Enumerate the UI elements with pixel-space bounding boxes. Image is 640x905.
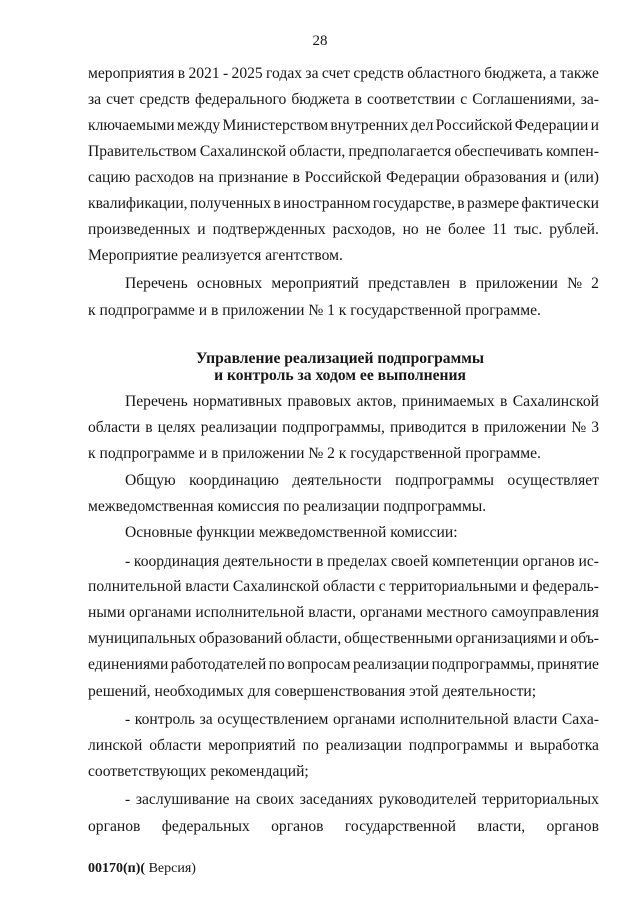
word: за [305, 65, 319, 82]
word: полученных [189, 195, 272, 212]
word: подпрограммы, [282, 419, 385, 436]
word: с [460, 91, 468, 108]
word: и [520, 578, 529, 595]
word: единениями [88, 656, 169, 673]
word: годах [266, 65, 303, 82]
text-line [88, 220, 599, 240]
word: органов [522, 553, 575, 570]
word: не [425, 221, 441, 238]
text-line [125, 274, 599, 294]
word: бюджета, [484, 65, 547, 82]
word: власти [513, 711, 558, 728]
word: соответствии [367, 91, 456, 108]
word: выработка [529, 737, 599, 754]
word: в [459, 275, 467, 292]
word: иностранном [282, 195, 371, 212]
word: работодателей [170, 656, 267, 673]
word: федеральных [161, 818, 250, 835]
word: организациями [455, 630, 557, 647]
word: (или) [564, 169, 599, 186]
word: в [177, 65, 186, 82]
word: области [88, 419, 141, 436]
word: подпрограммы [395, 472, 494, 489]
word: органами [129, 604, 192, 621]
word: координацию [189, 472, 279, 489]
text-line [88, 736, 599, 756]
word: Соглашениями, [472, 91, 576, 108]
word: территориальных [482, 791, 599, 808]
word: но [402, 221, 419, 238]
word: местного [426, 604, 488, 621]
word: № [567, 275, 582, 292]
word: осуществляет [507, 472, 599, 489]
word: органов [88, 818, 141, 835]
word: Российской [304, 169, 382, 186]
word: области, [285, 630, 342, 647]
word: области, [289, 143, 346, 160]
text-line [88, 64, 599, 84]
word: за [88, 91, 102, 108]
word: мероприятий [271, 275, 359, 292]
word: - [125, 711, 131, 728]
word: Общую [125, 472, 176, 489]
word: власти, [477, 818, 526, 835]
word: заслушивание [135, 791, 230, 808]
word: Перечень [125, 275, 188, 292]
word: на [198, 169, 214, 186]
word: - [222, 65, 229, 82]
word: в [500, 393, 508, 410]
word: своих [256, 791, 295, 808]
text-line [88, 194, 599, 214]
word: реализации [352, 656, 430, 673]
text-line [88, 142, 599, 162]
word: власти, [308, 604, 357, 621]
word: вопросам [287, 656, 351, 673]
word: в [273, 195, 281, 212]
word: принимаемых [401, 393, 495, 410]
word: средств [139, 91, 190, 108]
word: органами [360, 604, 423, 621]
word: Федерации [514, 117, 589, 134]
word: а [549, 65, 557, 82]
word: счет [106, 91, 135, 108]
text-line: решений, необходимых для совершенствования этой деятельности; [88, 683, 537, 700]
text-line: соответствующих рекомендаций; [88, 763, 309, 780]
word: органами [332, 711, 396, 728]
word: федерального [194, 91, 287, 108]
word: своей [390, 553, 429, 570]
word: также [559, 65, 599, 82]
word: федераль- [532, 578, 599, 595]
word: тыс. [514, 221, 543, 238]
word: муниципальных [88, 630, 196, 647]
word: образования [464, 169, 547, 186]
word: мероприятий [208, 737, 296, 754]
word: сацию [88, 169, 131, 186]
word: деятельности [223, 553, 313, 570]
word: произведенных [88, 221, 191, 238]
section-heading-line-1: Управление реализацией подпрограммы [195, 350, 485, 367]
word: Саха- [561, 711, 599, 728]
word: целях [157, 419, 196, 436]
text-line: к подпрограмме и в приложении № 1 к государственной программе. [88, 302, 541, 319]
word: размере [466, 195, 520, 212]
text-line [88, 603, 599, 623]
word: более [447, 221, 486, 238]
word: по [268, 656, 285, 673]
text-line [125, 790, 599, 810]
section-heading-line-2: и контроль за ходом ее выполнения [214, 367, 466, 384]
word: приложении [475, 275, 558, 292]
text-line [88, 655, 599, 675]
word: расходов [134, 169, 195, 186]
word: исполнительной [399, 711, 509, 728]
word: - [125, 553, 131, 570]
word: дел [410, 117, 434, 134]
word: Министерством [222, 117, 329, 134]
text-line [88, 116, 599, 136]
word: реализации [325, 737, 402, 754]
word: Сахалинской [512, 393, 599, 410]
word: органов [271, 818, 324, 835]
word: в [354, 91, 362, 108]
word: и [551, 169, 560, 186]
word: в [292, 169, 301, 186]
word: линской [88, 737, 143, 754]
word: реализации [200, 419, 277, 436]
word: между [176, 117, 221, 134]
word: самоуправления [491, 604, 599, 621]
word: Сахалинской [199, 143, 287, 160]
word: средств [353, 65, 404, 82]
word: государственной [344, 818, 457, 835]
word: территориальными [389, 578, 517, 595]
word: Федерации [386, 169, 460, 186]
word: координация [133, 553, 220, 570]
word: нормативных [193, 393, 283, 410]
word: предполагается [348, 143, 452, 160]
word: Сахалинской [232, 578, 320, 595]
word: бюджета [291, 91, 350, 108]
word: руководителей [378, 791, 477, 808]
word: подпрограммы, [431, 656, 535, 673]
word: области [322, 578, 376, 595]
word: приводится [389, 419, 467, 436]
text-line [88, 168, 599, 188]
word: контроль [134, 711, 196, 728]
word: государстве, [372, 195, 456, 212]
text-line [125, 392, 599, 412]
word: 11 [492, 221, 508, 238]
word: органов [546, 818, 599, 835]
word: Правительством [88, 143, 197, 160]
word: по [302, 737, 319, 754]
word: приложении [483, 419, 567, 436]
word: ключаемыми [88, 117, 175, 134]
word: и [514, 737, 523, 754]
word: расходов, [332, 221, 396, 238]
word: основных [196, 275, 263, 292]
word: власти [185, 578, 230, 595]
text-line: Мероприятие реализуется агентством. [88, 247, 343, 264]
word: полнительной [88, 578, 182, 595]
text-line: Основные функции межведомственной комиссии: [125, 524, 458, 541]
word: квалификации, [88, 195, 188, 212]
text-line [125, 552, 599, 572]
word: в [145, 419, 153, 436]
word: компетенции [432, 553, 519, 570]
word: подтвержденных [212, 221, 326, 238]
word: общественными [344, 630, 453, 647]
word: заседаниях [299, 791, 374, 808]
page-number: 28 [312, 33, 328, 49]
word: № [571, 419, 587, 436]
word: в [471, 419, 479, 436]
text-line [125, 710, 599, 730]
document-footer [88, 860, 196, 878]
word: 3 [591, 419, 599, 436]
text-line [88, 90, 599, 110]
footer-version: Версия) [145, 861, 196, 876]
word: осуществлением [217, 711, 329, 728]
word: образований [198, 630, 283, 647]
text-line [88, 629, 599, 649]
word: подпрограммы [408, 737, 508, 754]
word: за [199, 711, 213, 728]
word: счет [321, 65, 351, 82]
word: за- [580, 91, 599, 108]
word: признание [218, 169, 289, 186]
word: 2 [591, 275, 599, 292]
word: исполнительной [195, 604, 305, 621]
word: представлен [368, 275, 450, 292]
word: области [149, 737, 202, 754]
word: и [590, 117, 599, 134]
word: пределах [327, 553, 388, 570]
word: рублей. [549, 221, 599, 238]
footer-code: 00170(п)( [88, 861, 146, 876]
word: - [125, 791, 131, 808]
text-line [88, 418, 599, 438]
word: на [235, 791, 251, 808]
word: в [457, 195, 465, 212]
word: Перечень [125, 393, 188, 410]
word: ными [88, 604, 126, 621]
word: деятельности [292, 472, 382, 489]
word: и [197, 221, 206, 238]
word: мероприятия [88, 65, 175, 82]
word: и [559, 630, 568, 647]
text-line [88, 577, 599, 597]
text-line [88, 817, 599, 837]
word: принятие [536, 656, 599, 673]
word: внутренних [330, 117, 409, 134]
text-line: межведомственная комиссия по реализации подпрограммы. [88, 498, 487, 515]
word: фактически [521, 195, 599, 212]
word: актов, [356, 393, 397, 410]
word: обеспечивать [454, 143, 543, 160]
word: в [315, 553, 324, 570]
word: с [378, 578, 386, 595]
word: 2025 [231, 65, 263, 82]
word: компен- [546, 143, 599, 160]
text-line: к подпрограмме и в приложении № 2 к государственной программе. [88, 445, 541, 462]
word: правовых [287, 393, 352, 410]
text-line [125, 471, 599, 491]
word: Российской [435, 117, 513, 134]
word: объ- [570, 630, 599, 647]
word: ис- [578, 553, 599, 570]
word: 2021 [188, 65, 220, 82]
word: областного [407, 65, 481, 82]
